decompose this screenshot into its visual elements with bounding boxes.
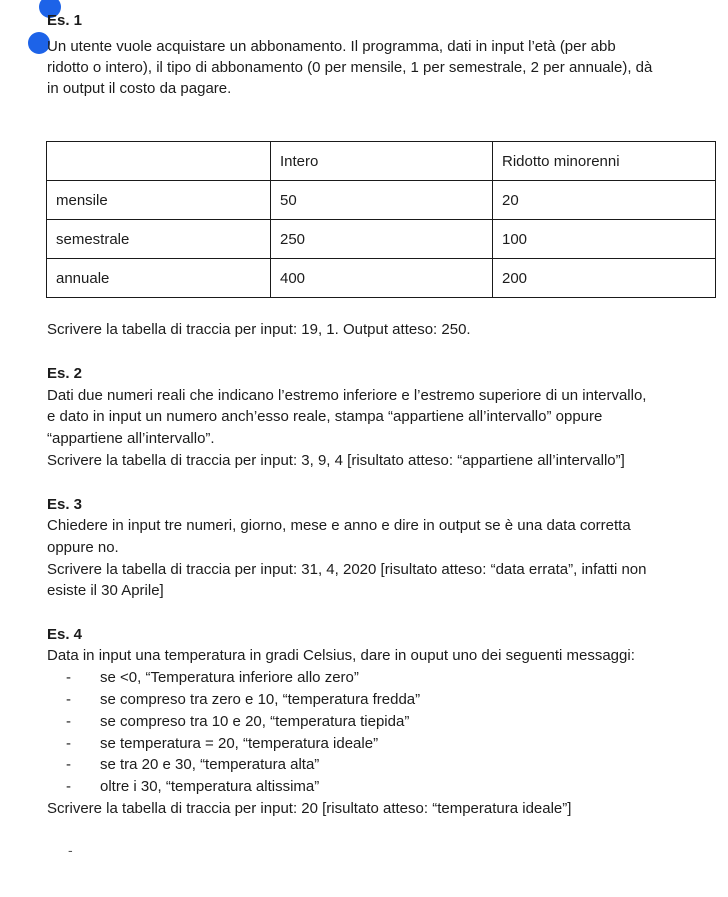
ex3-text-line: Scrivere la tabella di traccia per input: 31, 4, 2020 [risultato atteso: “data errata”, infatti non	[47, 561, 647, 578]
table-header-cell: Intero	[271, 142, 493, 181]
table-header-row	[47, 142, 716, 181]
ex1-text-line: Un utente vuole acquistare un abbonamento. Il programma, dati in input l’età (per abb	[47, 38, 616, 55]
ex1-heading: Es. 1	[47, 12, 83, 29]
list-item-text: se tra 20 e 30, “temperatura alta”	[100, 756, 320, 773]
ex2-text-line: Scrivere la tabella di traccia per input: 3, 9, 4 [risultato atteso: “appartiene all’intervallo”]	[47, 452, 625, 469]
ex1-trace: Scrivere la tabella di traccia per input: 19, 1. Output atteso: 250.	[47, 321, 471, 338]
list-item-text: oltre i 30, “temperatura altissima”	[100, 778, 320, 795]
ex3-heading: Es. 3	[47, 496, 83, 513]
bullet-marker: -	[66, 735, 71, 752]
table-cell: 200	[493, 259, 716, 298]
list-item-text: se temperatura = 20, “temperatura ideale”	[100, 735, 379, 752]
price-table	[46, 141, 716, 298]
table-cell: 400	[271, 259, 493, 298]
table-row	[47, 181, 716, 220]
table-cell: 100	[493, 220, 716, 259]
table-cell: semestrale	[47, 220, 271, 259]
table-header-cell: Ridotto minorenni	[493, 142, 716, 181]
table-row	[47, 220, 716, 259]
ex3-text-line: oppure no.	[47, 539, 119, 556]
ex3-text-line: Chiedere in input tre numeri, giorno, mese e anno e dire in output se è una data corretta	[47, 517, 631, 534]
table-cell: 50	[271, 181, 493, 220]
table-cell: mensile	[47, 181, 271, 220]
bullet-marker: -	[66, 713, 71, 730]
ex2-text-line: “appartiene all’intervallo”.	[47, 430, 215, 447]
list-item-text: se compreso tra 10 e 20, “temperatura tiepida”	[100, 713, 410, 730]
table-header-cell	[47, 142, 271, 181]
stray-bullet-marker: -	[68, 842, 73, 858]
ex2-heading: Es. 2	[47, 365, 83, 382]
ex1-text-line: in output il costo da pagare.	[47, 80, 232, 97]
ex2-text-line: Dati due numeri reali che indicano l’estremo inferiore e l’estremo superiore di un intervallo,	[47, 387, 647, 404]
bullet-marker: -	[66, 669, 71, 686]
bullet-marker: -	[66, 756, 71, 773]
table-row	[47, 259, 716, 298]
bullet-marker: -	[66, 778, 71, 795]
ex3-text-line: esiste il 30 Aprile]	[47, 582, 164, 599]
list-item-text: se <0, “Temperatura inferiore allo zero”	[100, 669, 359, 686]
ex4-heading: Es. 4	[47, 626, 83, 643]
ex2-text-line: e dato in input un numero anch’esso reale, stampa “appartiene all’intervallo” oppure	[47, 408, 603, 425]
ex4-trace: Scrivere la tabella di traccia per input: 20 [risultato atteso: “temperatura ideale”]	[47, 800, 572, 817]
ex1-text-line: ridotto o intero), il tipo di abbonamento (0 per mensile, 1 per semestrale, 2 per annuale), dà	[47, 59, 653, 76]
table-cell: 20	[493, 181, 716, 220]
table-cell: annuale	[47, 259, 271, 298]
bullet-marker: -	[66, 691, 71, 708]
table-cell: 250	[271, 220, 493, 259]
list-item-text: se compreso tra zero e 10, “temperatura fredda”	[100, 691, 421, 708]
ex4-intro: Data in input una temperatura in gradi Celsius, dare in ouput uno dei seguenti messaggi:	[47, 647, 635, 664]
